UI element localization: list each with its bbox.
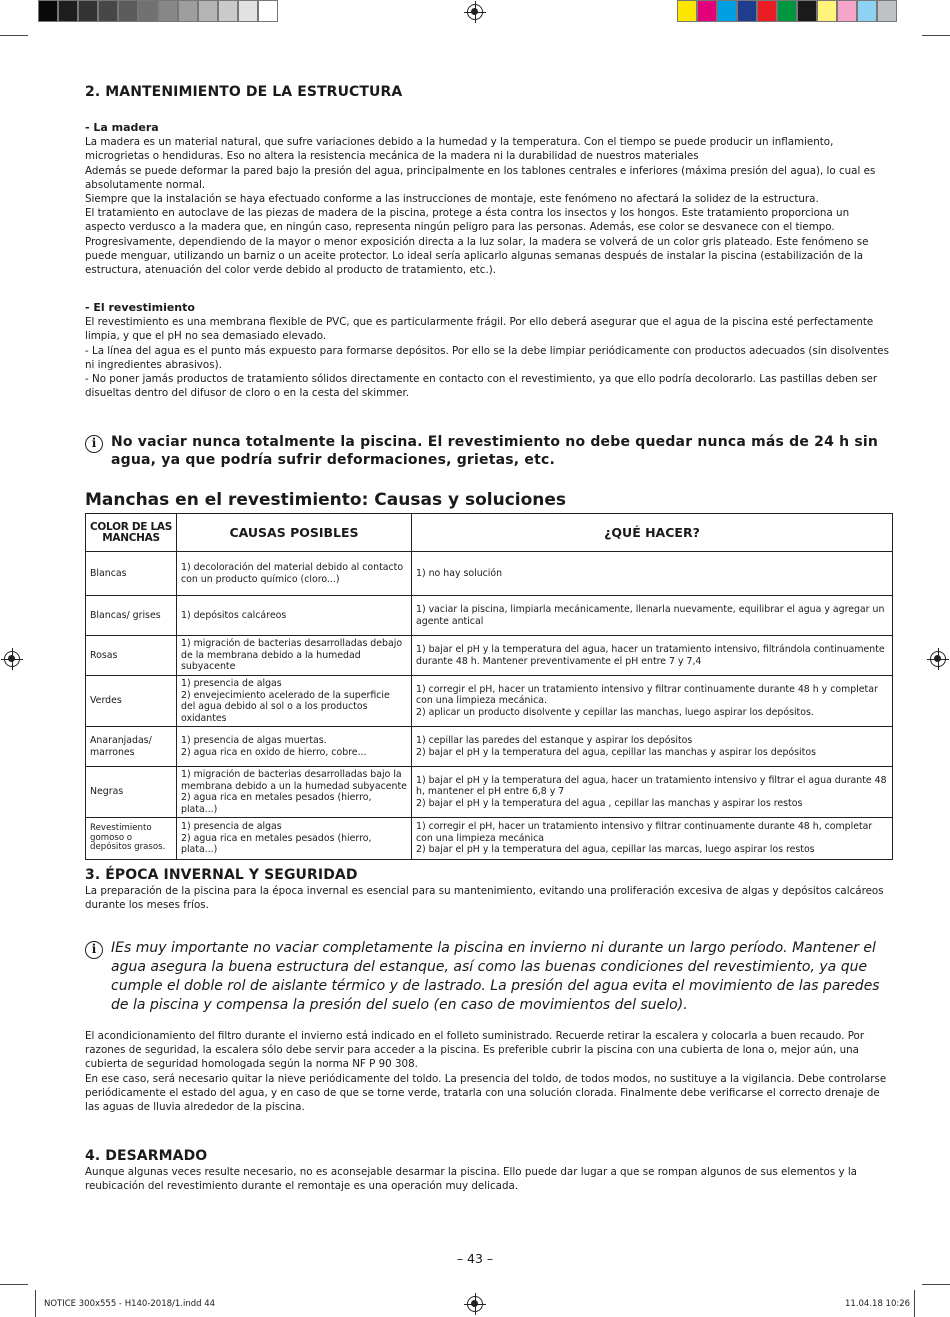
cause-item: 1) migración de bacterias desarrolladas debajo de la membrana debido a la humedad subyacente xyxy=(181,638,403,673)
gray-swatch xyxy=(38,0,58,22)
table-row xyxy=(86,596,893,636)
column-header: ¿QUÉ HACER? xyxy=(412,514,893,552)
color-calibration-bar xyxy=(677,0,897,22)
action-item: 1) vaciar la piscina, limpiarla mecánicamente, llenarla nuevamente, equilibrar el agua y agregar un agente antical xyxy=(416,604,885,627)
gray-swatch xyxy=(238,0,258,22)
registration-mark-icon xyxy=(467,4,483,20)
cause-item: 2) agua rica en metales pesados (hierro, plata...) xyxy=(181,832,372,856)
color-swatch xyxy=(757,0,777,22)
causes-cell xyxy=(177,552,412,596)
cause-item: 1) presencia de algas xyxy=(181,678,282,689)
subsection-title: - El revestimiento xyxy=(85,301,195,314)
gray-swatch xyxy=(218,0,238,22)
paragraph: El revestimiento es una membrana flexible de PVC, que es particularmente frágil. Por ello deberá asegurar que el agua de la piscina esté perfectamente limpia, y que el pH no sea demasiado elevado. xyxy=(85,316,874,343)
stains-table xyxy=(85,513,893,860)
color-swatch xyxy=(717,0,737,22)
table-row xyxy=(86,552,893,596)
color-swatch xyxy=(777,0,797,22)
causes-cell xyxy=(177,767,412,818)
stain-color-cell: Revestimiento gomoso o depósitos grasos. xyxy=(86,818,177,860)
color-swatch xyxy=(677,0,697,22)
registration-mark-icon xyxy=(930,651,946,667)
actions-cell xyxy=(412,727,893,767)
warning-text: No vaciar nunca totalmente la piscina. El revestimiento no debe quedar nunca más de 24 h sin agua, ya que podría sufrir deformaciones, grietas, etc. xyxy=(111,434,879,468)
registration-mark-icon xyxy=(4,651,20,667)
color-swatch xyxy=(877,0,897,22)
color-swatch xyxy=(817,0,837,22)
warning-text: IEs muy importante no vaciar completamente la piscina en invierno ni durante un largo período. Mantener el agua asegura la buena estructura del estanque, así como las buenas condiciones del revestimiento, ya que cumple el doble rol de aislante térmico y de lastrado. La presión del agua evita el movimiento de las paredes de la piscina y compensa la presión del suelo (en caso de movimientos del suelo). xyxy=(111,940,880,1013)
actions-cell xyxy=(412,676,893,727)
paragraph: El acondicionamiento del filtro durante el invierno está indicado en el folleto suministrado. Recuerde retirar la escalera y colocarla a buen recaudo. Por razones de seguridad, la escalera sólo debe servir para acceder a la piscina. Es preferible cubrir la piscina con una cubierta de lona o, mejor aún, una cubierta de seguridad homologada según la norma NF P 90 308. xyxy=(85,1030,865,1071)
actions-cell xyxy=(412,552,893,596)
gray-swatch xyxy=(78,0,98,22)
paragraph: La madera es un material natural, que sufre variaciones debido a la humedad y la temperatura. Con el tiempo se puede producir un inflamiento, microgrietas o hendiduras. Eso no altera la resistencia mecánica de la madera ni la durabilidad de nuestros materiales xyxy=(85,136,834,163)
paragraph: Progresivamente, dependiendo de la mayor o menor exposición directa a la luz solar, la madera se volverá de un color gris plateado. Este fenómeno se puede menguar, utilizando un barniz o un aceite protector. Lo ideal sería aplicarlo algunas semanas después de instalar la piscina (estabilización de la estructura, atenuación del color verde debido al producto de tratamiento, etc.). xyxy=(85,235,869,277)
cause-item: 1) decoloración del material debido al contacto con un producto químico (cloro...) xyxy=(181,562,404,585)
color-swatch xyxy=(857,0,877,22)
madera-block xyxy=(85,121,892,277)
action-item: 1) corregir el pH, hacer un tratamiento intensivo y filtrar continuamente durante 48 h, completar con una limpieza mecánica xyxy=(416,821,873,844)
stain-color-cell: Blancas/ grises xyxy=(86,596,177,636)
color-swatch xyxy=(837,0,857,22)
paragraph: Siempre que la instalación se haya efectuado conforme a las instrucciones de montaje, este fenómeno no afectará la solidez de la estructura. xyxy=(85,193,819,206)
paragraph: Además se puede deformar la pared bajo la presión del agua, principalmente en los tablones centrales e inferiores (máxima presión del agua), lo cual es absolutamente normal. xyxy=(85,164,876,191)
cause-item: 1) depósitos calcáreos xyxy=(181,609,287,621)
stain-color-cell: Verdes xyxy=(86,676,177,727)
color-swatch xyxy=(697,0,717,22)
action-item: 2) bajar el pH y la temperatura del agua , cepillar las manchas y aspirar los restos xyxy=(416,797,803,809)
actions-cell xyxy=(412,596,893,636)
warning-note xyxy=(85,939,895,1015)
gray-swatch xyxy=(178,0,198,22)
gray-swatch xyxy=(258,0,278,22)
table-row xyxy=(86,727,893,767)
actions-cell xyxy=(412,818,893,860)
action-item: 2) aplicar un producto disolvente y cepillar las manchas, luego aspirar los depósitos. xyxy=(416,706,814,718)
causes-cell xyxy=(177,676,412,727)
action-item: 1) corregir el pH, hacer un tratamiento intensivo y filtrar continuamente durante 48 h y completar con una limpieza mecánica. xyxy=(416,683,878,707)
table-header-row xyxy=(86,514,893,552)
crop-mark xyxy=(35,1290,36,1317)
stain-color-cell: Blancas xyxy=(86,552,177,596)
action-item: 1) cepillar las paredes del estanque y aspirar los depósitos xyxy=(416,735,693,746)
section-title: 2. MANTENIMIENTO DE LA ESTRUCTURA xyxy=(85,84,403,100)
column-header: CAUSAS POSIBLES xyxy=(177,514,412,552)
action-item: 1) bajar el pH y la temperatura del agua, hacer un tratamiento intensivo, filtrándola continuamente durante 48 h. Mantener preventivamente el pH entre 7 y 7,4 xyxy=(416,644,885,667)
crop-mark xyxy=(914,1290,915,1317)
paragraph: - La línea del agua es el punto más expuesto para formarse depósitos. Por ello se la debe limpiar periódicamente con productos adecuados (sin disolventes ni ingredientes abrasivos). xyxy=(85,344,889,371)
gray-swatch xyxy=(58,0,78,22)
section-title: 4. DESARMADO xyxy=(85,1148,208,1164)
table-row xyxy=(86,636,893,676)
subsection-title: - La madera xyxy=(85,121,159,134)
causes-cell xyxy=(177,596,412,636)
footer-filename: NOTICE 300x555 - H140-2018/1.indd 44 xyxy=(44,1299,216,1309)
winter-body xyxy=(85,1029,892,1114)
action-item: 1) no hay solución xyxy=(416,567,503,579)
gray-swatch xyxy=(138,0,158,22)
cause-item: 2) envejecimiento acelerado de la superficie del agua debido al sol o a los productos oxidantes xyxy=(181,689,390,724)
paragraph: El tratamiento en autoclave de las piezas de madera de la piscina, protege a ésta contra los insectos y los hongos. Este tratamiento proporciona un aspecto verdusco a la madera que, en ningún caso, representa ningún peligro para las personas. Además, ese color se desvanece con el tiempo. xyxy=(85,207,850,234)
gray-swatch xyxy=(158,0,178,22)
actions-cell xyxy=(412,767,893,818)
table-title: Manchas en el revestimiento: Causas y soluciones xyxy=(85,490,567,510)
causes-cell xyxy=(177,636,412,676)
gray-swatch xyxy=(98,0,118,22)
stain-color-cell: Anaranjadas/ marrones xyxy=(86,727,177,767)
table-row xyxy=(86,767,893,818)
winter-intro: La preparación de la piscina para la época invernal es esencial para su mantenimiento, evitando una proliferación excesiva de algas y depósitos calcáreos durante los meses fríos. xyxy=(85,885,884,912)
color-swatch xyxy=(797,0,817,22)
column-header: COLOR DE LAS MANCHAS xyxy=(86,514,177,552)
section-title: 3. ÉPOCA INVERNAL Y SEGURIDAD xyxy=(85,867,358,883)
warning-note xyxy=(85,433,895,469)
paragraph: En ese caso, será necesario quitar la nieve periódicamente del toldo. La presencia del toldo, de todos modos, no sustituye a la vigilancia. Debe controlarse periódicamente el estado del agua, y en caso de que se torne verde, tratarla con una solución clorada. Finalmente debe verificarse el correcto drenaje de las aguas de lluvia alrededor de la piscina. xyxy=(85,1072,887,1114)
revestimiento-block xyxy=(85,301,892,400)
action-item: 1) bajar el pH y la temperatura del agua, hacer un tratamiento intensivo y filtrar el agua durante 48 h, mantener el pH entre 6,8 y 7 xyxy=(416,774,887,798)
stain-color-cell: Rosas xyxy=(86,636,177,676)
cause-item: 1) migración de bacterias desarrolladas bajo la membrana debido a un la humedad subyacente xyxy=(181,769,407,792)
causes-cell xyxy=(177,818,412,860)
actions-cell xyxy=(412,636,893,676)
crop-mark xyxy=(922,35,950,36)
info-icon: i xyxy=(85,941,103,959)
cause-item: 2) agua rica en oxido de hierro, cobre... xyxy=(181,746,367,758)
action-item: 2) bajar el pH y la temperatura del agua, cepillar las manchas y aspirar los depósitos xyxy=(416,746,816,758)
cause-item: 2) agua rica en metales pesados (hierro, plata...) xyxy=(181,792,372,815)
cause-item: 1) presencia de algas muertas. xyxy=(181,735,327,746)
crop-mark xyxy=(0,1284,28,1285)
crop-mark xyxy=(0,35,28,36)
crop-mark xyxy=(922,1284,950,1285)
stain-color-cell: Negras xyxy=(86,767,177,818)
paragraph: - No poner jamás productos de tratamiento sólidos directamente en contacto con el revestimiento, ya que ello podría decolorarlo. Las pastillas deben ser disueltas dentro del difusor de cloro o en la cesta del skimmer. xyxy=(85,373,878,400)
disassembly-text: Aunque algunas veces resulte necesario, no es aconsejable desarmar la piscina. Ello puede dar lugar a que se rompan algunos de sus elementos y la reubicación del revestimiento durante el remontaje es una operación muy delicada. xyxy=(85,1166,857,1193)
gray-swatch xyxy=(198,0,218,22)
info-icon: i xyxy=(85,435,103,453)
color-swatch xyxy=(737,0,757,22)
table-row xyxy=(86,676,893,727)
cause-item: 1) presencia de algas xyxy=(181,821,282,833)
page-number: – 43 – xyxy=(456,1251,494,1266)
gray-swatch xyxy=(118,0,138,22)
gray-calibration-bar xyxy=(38,0,278,22)
footer-date: 11.04.18 10:26 xyxy=(845,1299,911,1309)
table-row xyxy=(86,818,893,860)
action-item: 2) bajar el pH y la temperatura del agua, cepillar las marcas, luego aspirar los restos xyxy=(416,844,815,856)
causes-cell xyxy=(177,727,412,767)
registration-mark-icon xyxy=(467,1296,483,1312)
